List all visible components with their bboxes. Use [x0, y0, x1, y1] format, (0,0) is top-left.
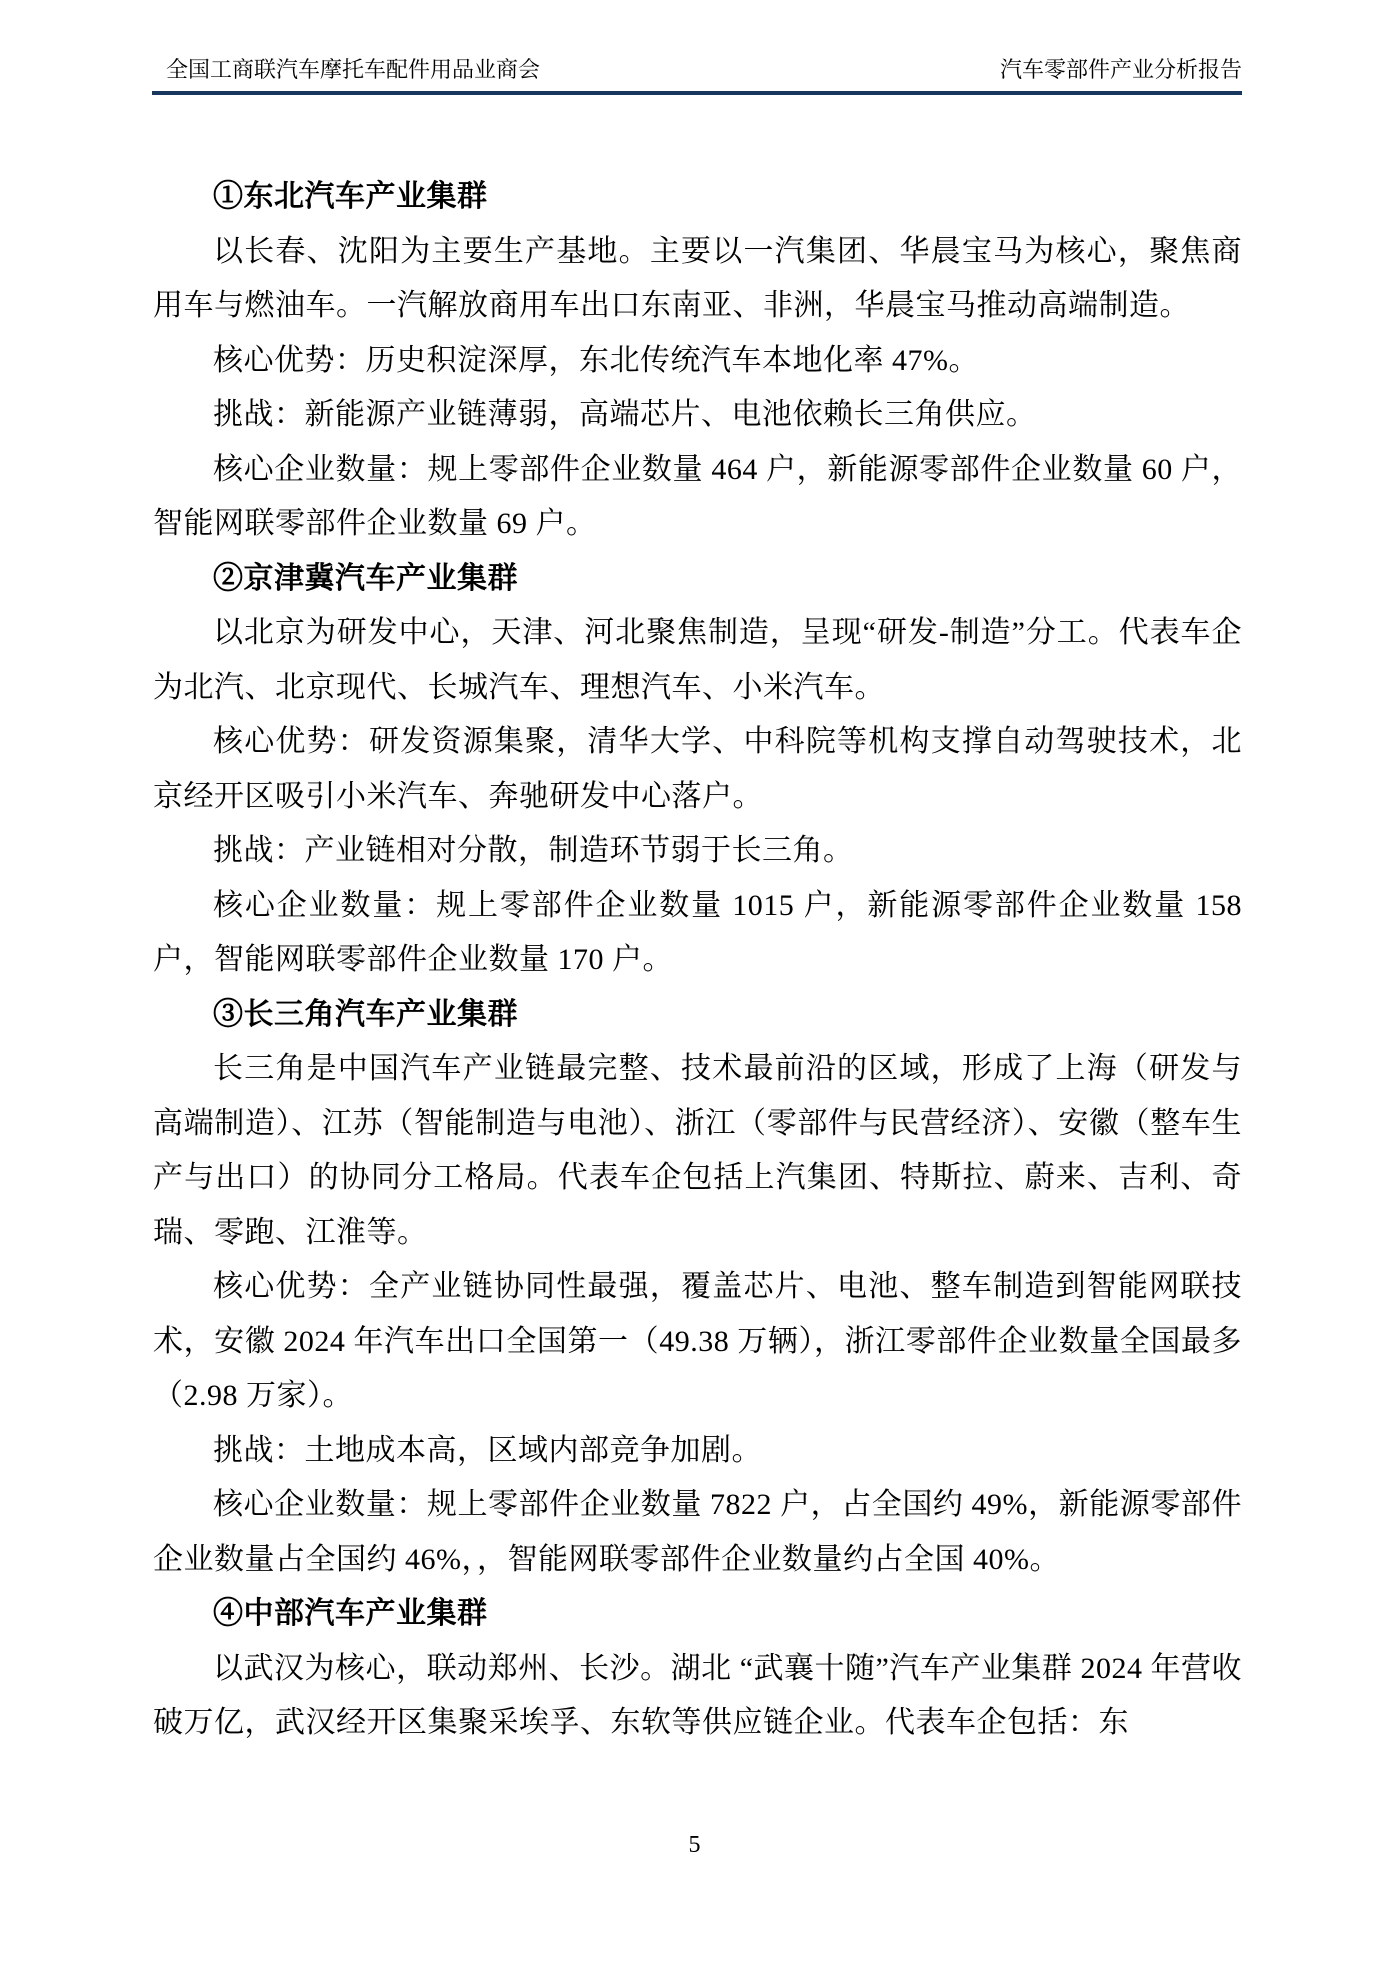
paragraph: 以武汉为核心，联动郑州、长沙。湖北 “武襄十随”汽车产业集群 2024 年营收破万亿，武汉经开区集聚采埃孚、东软等供应链企业。代表车企包括：东 — [153, 1651, 1242, 1739]
section-heading: ①东北汽车产业集群 — [213, 180, 488, 213]
paragraph: 核心企业数量：规上零部件企业数量 7822 户，占全国约 49%，新能源零部件企业数量占全国约 46%，，智能网联零部件企业数量约占全国 40%。 — [153, 1488, 1242, 1576]
paragraph: 核心优势：历史积淀深厚，东北传统汽车本地化率 47%。 — [213, 343, 979, 377]
header-right-title: 汽车零部件产业分析报告 — [999, 57, 1242, 82]
paragraph: 挑战：土地成本高，区域内部竞争加剧。 — [213, 1433, 762, 1467]
paragraph: 核心优势：全产业链协同性最强，覆盖芯片、电池、整车制造到智能网联技术，安徽 2024 年汽车出口全国第一（49.38 万辆），浙江零部件企业数量全国最多（2.98 万家）。 — [153, 1270, 1242, 1412]
paragraph: 挑战：产业链相对分散，制造环节弱于长三角。 — [213, 834, 854, 867]
paragraph: 核心企业数量：规上零部件企业数量 464 户，新能源零部件企业数量 60 户，智能网联零部件企业数量 69 户。 — [153, 452, 1242, 540]
page-footer — [0, 1830, 1389, 1860]
paragraph: 核心企业数量：规上零部件企业数量 1015 户，新能源零部件企业数量 158 户，智能网联零部件企业数量 170 户。 — [153, 888, 1242, 976]
page-header — [152, 56, 1242, 95]
section-heading: ④中部汽车产业集群 — [213, 1597, 488, 1630]
section-heading: ②京津冀汽车产业集群 — [213, 561, 518, 595]
paragraph: 核心优势：研发资源集聚，清华大学、中科院等机构支撑自动驾驶技术，北京经开区吸引小米汽车、奔驰研发中心落户。 — [153, 725, 1242, 813]
paragraph: 长三角是中国汽车产业链最完整、技术最前沿的区域，形成了上海（研发与高端制造）、江苏（智能制造与电池）、浙江（零部件与民营经济）、安徽（整车生产与出口）的协同分工格局。代表车企包括上汽集团、特斯拉、蔚来、吉利、奇瑞、零跑、江淮等。 — [153, 1052, 1242, 1249]
header-left-title: 全国工商联汽车摩托车配件用品业商会 — [166, 57, 541, 82]
paragraph: 以长春、沈阳为主要生产基地。主要以一汽集团、华晨宝马为核心，聚焦商用车与燃油车。一汽解放商用车出口东南亚、非洲，华晨宝马推动高端制造。 — [153, 234, 1242, 322]
page-number: 5 — [688, 1832, 701, 1858]
document-body — [153, 170, 1242, 1751]
paragraph: 挑战：新能源产业链薄弱，高端芯片、电池依赖长三角供应。 — [213, 398, 1037, 431]
paragraph: 以北京为研发中心，天津、河北聚焦制造，呈现“研发-制造”分工。代表车企为北汽、北京现代、长城汽车、理想汽车、小米汽车。 — [153, 616, 1242, 704]
section-heading: ③长三角汽车产业集群 — [213, 997, 518, 1031]
